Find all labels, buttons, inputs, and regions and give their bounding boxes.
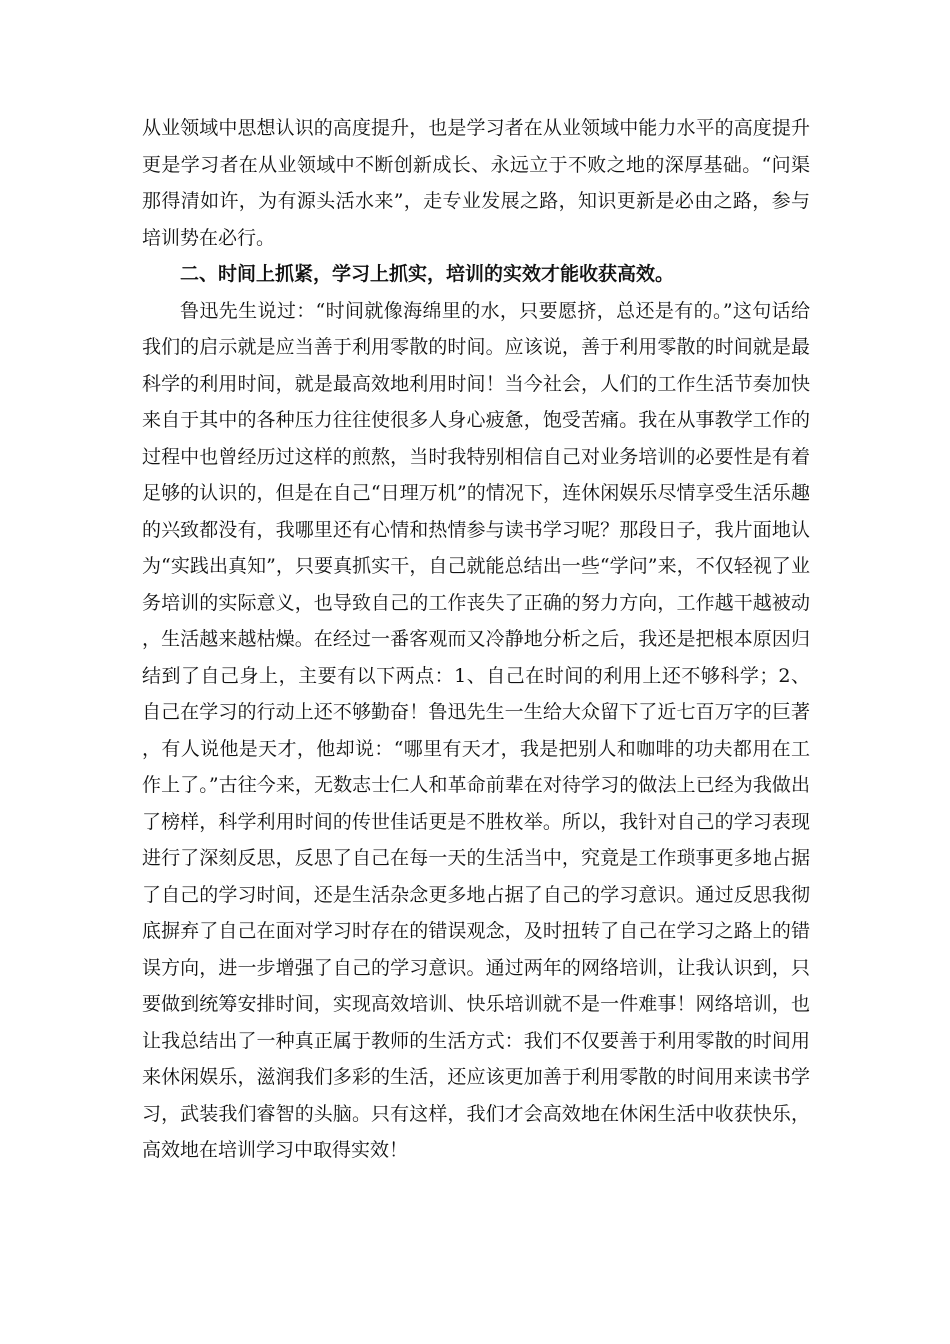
body-paragraph-lu-xun: 鲁迅先生说过：“时间就像海绵里的水，只要愿挤，总还是有的。”这句话给我们的启示就是应当善于利用零散的时间。应该说，善于利用零散的时间就是最科学的利用时间，就是最高效地利用时间！当今社会，人们的工作生活节奏加快来自于其中的各种压力往往使很多人身心疲惫，饱受苦痛。我在从事教学工作的过程中也曾经历过这样的煎熬，当时我特别相信自己对业务培训的必要性是有着足够的认识的，但是在自己“日理万机”的情况下，连休闲娱乐尽情享受生活乐趣的兴致都没有，我哪里还有心情和热情参与读书学习呢？那段日子，我片面地认为“实践出真知”，只要真抓实干，自己就能总结出一些“学问”来，不仅轻视了业务培训的实际意义，也导致自己的工作丧失了正确的努力方向，工作越干越被动，生活越来越枯燥。在经过一番客观而又冷静地分析之后，我还是把根本原因归结到了自己身上，主要有以下两点：1、自己在时间的利用上还不够科学；2、自己在学习的行动上还不够勤奋！鲁迅先生一生给大众留下了近七百万字的巨著，有人说他是天才，他却说：“哪里有天才，我是把别人和咖啡的功夫都用在工作上了。”古往今来，无数志士仁人和革命前辈在对待学习的做法上已经为我做出了榜样，科学利用时间的传世佳话更是不胜枚举。所以，我针对自己的学习表现进行了深刻反思，反思了自己在每一天的生活当中，究竟是工作琐事更多地占据了自己的学习时间，还是生活杂念更多地占据了自己的学习意识。通过反思我彻底摒弃了自己在面对学习时存在的错误观念，及时扭转了自己在学习之路上的错误方向，进一步增强了自己的学习意识。通过两年的网络培训，让我认识到，只要做到统筹安排时间，实现高效培训、快乐培训就不是一件难事！网络培训，也让我总结出了一种真正属于教师的生活方式：我们不仅要善于利用零散的时间用来休闲娱乐，滋润我们多彩的生活，还应该更加善于利用零散的时间用来读书学习，武装我们睿智的头脑。只有这样，我们才会高效地在休闲生活中收获快乐，高效地在培训学习中取得实效！ <box>142 299 810 1161</box>
section-heading-2: 二、时间上抓紧，学习上抓实，培训的实效才能收获高效。 <box>180 263 675 285</box>
body-paragraph-continuation: 从业领域中思想认识的高度提升，也是学习者在从业领域中能力水平的高度提升更是学习者在从业领域中不断创新成长、永远立于不败之地的深厚基础。“问渠那得清如许，为有源头活水来”，走专业发展之路，知识更新是必由之路，参与培训势在必行。 <box>142 117 810 249</box>
document-page <box>142 110 810 1169</box>
